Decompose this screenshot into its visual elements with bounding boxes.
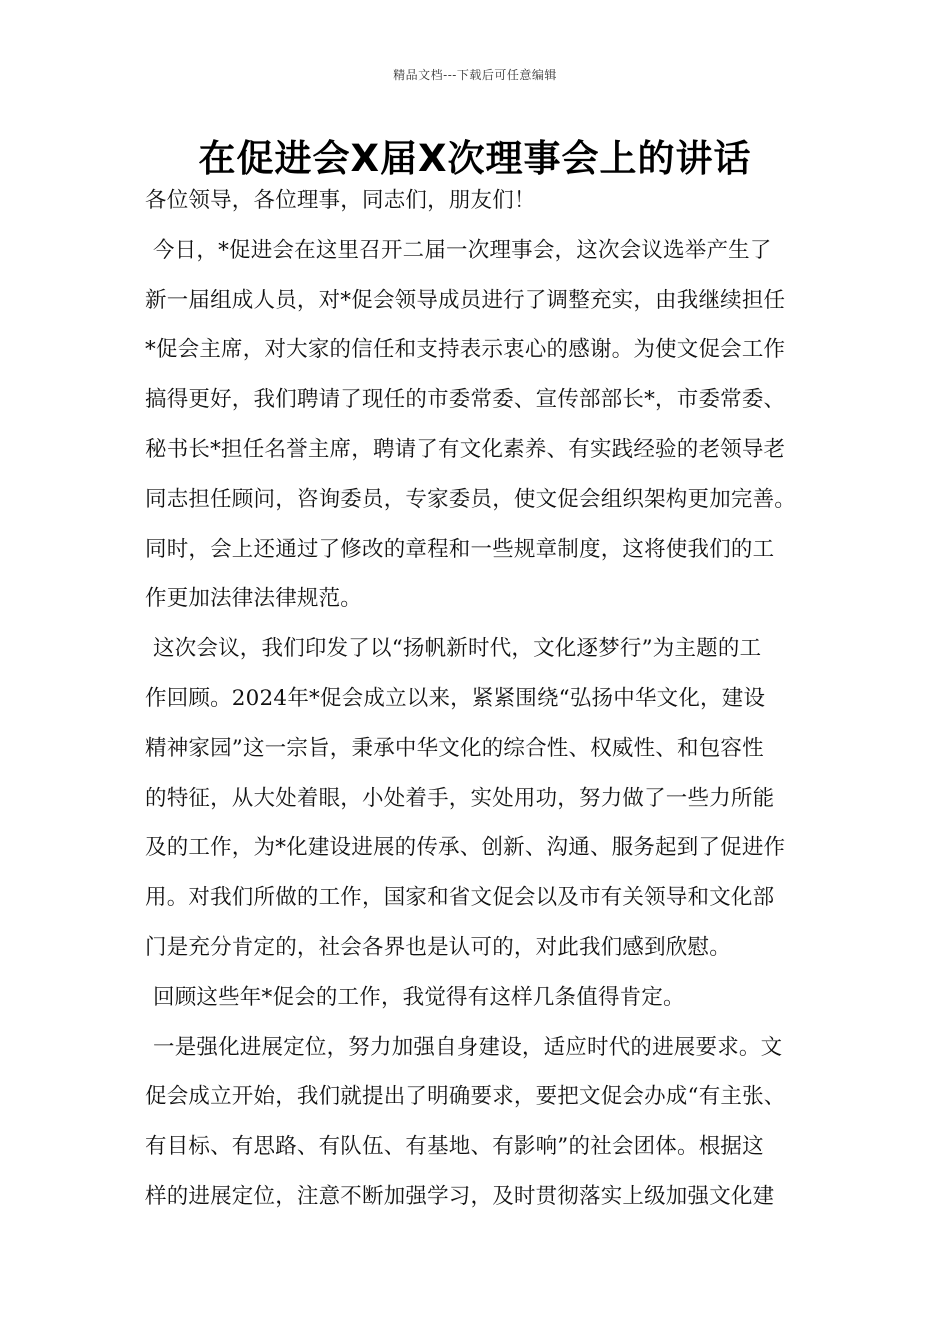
text-line: 各位领导，各位理事，同志们，朋友们！ bbox=[145, 188, 536, 213]
document-title: 在促进会X届X次理事会上的讲话 bbox=[198, 137, 752, 180]
text-line: 这次会议，我们印发了以“扬帆新时代，文化逐梦行”为主题的工 bbox=[153, 636, 762, 662]
text-line: 及的工作，为*化建设进展的传承、创新、沟通、服务起到了促进作 bbox=[145, 835, 786, 861]
text-line: 作更加法律法律规范。 bbox=[145, 586, 363, 612]
text-line: 回顾这些年*促会的工作，我觉得有这样几条值得肯定。 bbox=[153, 984, 685, 1010]
text-line: 有目标、有思路、有队伍、有基地、有影响”的社会团体。根据这 bbox=[145, 1134, 764, 1160]
text-line: *促会主席，对大家的信任和支持表示衷心的感谢。为使文促会工作 bbox=[145, 337, 786, 363]
text-line: 同志担任顾问，咨询委员，专家委员，使文促会组织架构更加完善。 bbox=[145, 486, 797, 512]
header-note: 精品文档---下载后可任意编辑 bbox=[393, 68, 557, 82]
text-line: 的特征，从大处着眼，小处着手，实处用功，努力做了一些力所能 bbox=[145, 785, 775, 811]
document-body bbox=[145, 176, 825, 1222]
text-line: 精神家园”这一宗旨，秉承中华文化的综合性、权威性、和包容性 bbox=[145, 735, 764, 761]
text-line: 一是强化进展定位，努力加强自身建设，适应时代的进展要求。文 bbox=[153, 1034, 783, 1060]
text-line: 作回顾。2024年*促会成立以来，紧紧围绕“弘扬中华文化，建设 bbox=[145, 685, 766, 711]
text-line: 搞得更好，我们聘请了现任的市委常委、宣传部部长*，市委常委、 bbox=[145, 387, 786, 413]
text-line: 同时，会上还通过了修改的章程和一些规章制度，这将使我们的工 bbox=[145, 536, 775, 562]
text-line: 样的进展定位，注意不断加强学习，及时贯彻落实上级加强文化建 bbox=[145, 1183, 775, 1209]
text-line: 今日，*促进会在这里召开二届一次理事会，这次会议选举产生了 bbox=[153, 237, 772, 263]
text-line: 新一届组成人员，对*促会领导成员进行了调整充实，由我继续担任 bbox=[145, 287, 786, 313]
text-line: 秘书长*担任名誉主席，聘请了有文化素养、有实践经验的老领导老 bbox=[145, 436, 786, 462]
text-line: 门是充分肯定的，社会各界也是认可的，对此我们感到欣慰。 bbox=[145, 934, 731, 960]
text-line: 促会成立开始，我们就提出了明确要求，要把文促会办成“有主张、 bbox=[145, 1084, 786, 1110]
text-line: 用。对我们所做的工作，国家和省文促会以及市有关领导和文化部 bbox=[145, 885, 775, 911]
